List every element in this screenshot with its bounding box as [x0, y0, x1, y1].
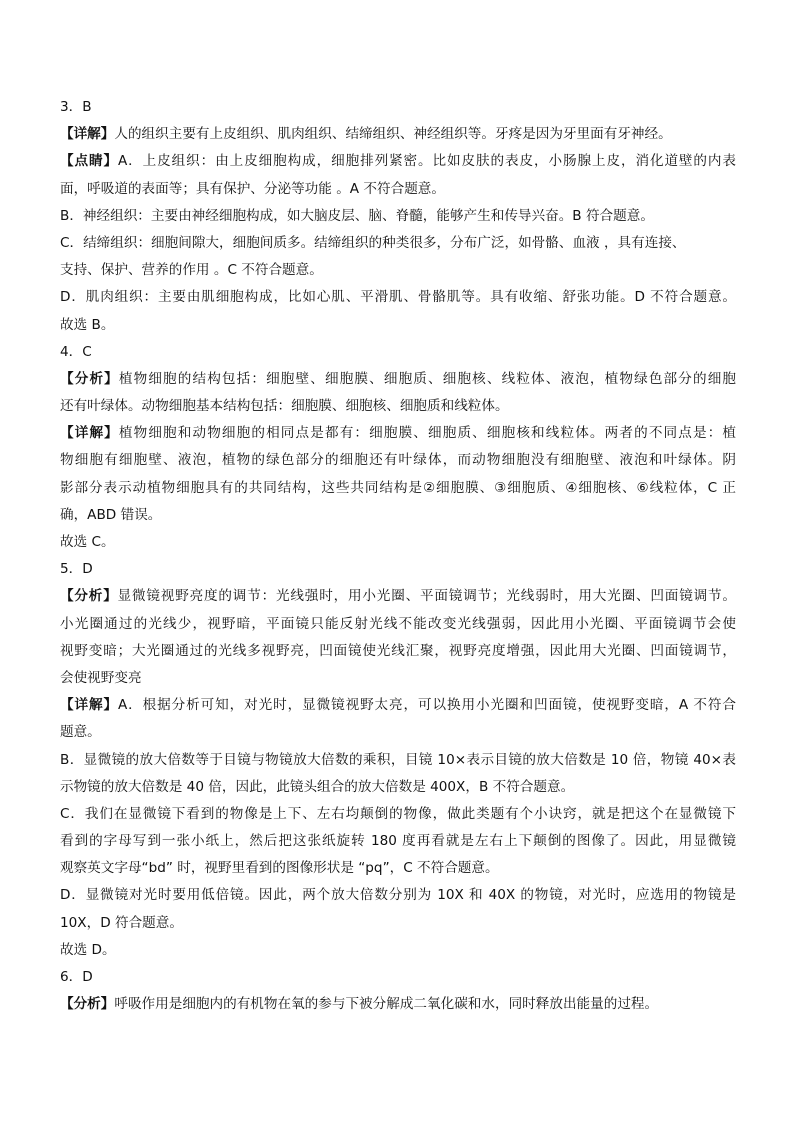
section-label: 【点睛】: [60, 153, 118, 170]
text-line: [60, 991, 736, 1018]
text-line: [60, 964, 736, 991]
text-line: [60, 747, 736, 774]
section-label: 【详解】: [60, 697, 118, 714]
line-text: 影部分表示动植物细胞具有的共同结构，这些共同结构是②细胞膜、③细胞质、④细胞核、⑥线粒体，C 正: [60, 479, 736, 496]
text-line: [60, 284, 736, 311]
line-text: 故选 B。: [60, 316, 115, 333]
line-text: 看到的字母写到一张小纸上，然后把这张纸旋转 180 度再看就是左右上下颠倒的图像了。因此，用显微镜: [60, 833, 736, 850]
section-label: 【分析】: [60, 996, 115, 1013]
line-text: 确，ABD 错误。: [60, 506, 162, 523]
line-text: D．显微镜对光时要用低倍镜。因此，两个放大倍数分别为 10X 和 40X 的物镜，对光时，应选用的物镜是: [60, 887, 736, 904]
line-text: 物细胞有细胞壁、液泡，植物的绿色部分的细胞还有叶绿体，而动物细胞没有细胞壁、液泡和叶绿体。阴: [60, 452, 736, 469]
text-line: [60, 420, 736, 447]
line-text: 呼吸作用是细胞内的有机物在氧的参与下被分解成二氧化碳和水，同时释放出能量的过程。: [114, 996, 659, 1013]
text-line: [60, 937, 736, 964]
text-line: [60, 719, 736, 746]
line-text: 人的组织主要有上皮组织、肌肉组织、结缔组织、神经组织等。牙疼是因为牙里面有牙神经。: [114, 126, 672, 143]
line-text: 面，呼吸道的表面等；具有保护、分泌等功能 。A 不符合题意。: [60, 180, 445, 197]
line-text: 示物镜的放大倍数是 40 倍，因此，此镜头组合的放大倍数是 400X，B 不符合题意。: [60, 778, 575, 795]
line-text: 显微镜视野亮度的调节：光线强时，用小光圈、平面镜调节；光线弱时，用大光圈、凹面镜调节。: [117, 588, 737, 605]
text-line: [60, 801, 736, 828]
section-label: 【分析】: [60, 588, 118, 605]
text-line: [60, 393, 736, 420]
section-label: 【详解】: [60, 425, 119, 442]
line-text: 视野变暗；大光圈通过的光线多视野亮，凹面镜使光线汇聚，视野亮度增强，因此用大光圈、凹面镜调节，: [60, 642, 736, 659]
text-line: [60, 638, 736, 665]
text-line: [60, 910, 736, 937]
text-line: [60, 339, 736, 366]
line-text: 10X，D 符合题意。: [60, 914, 183, 931]
line-text: B．神经组织：主要由神经细胞构成，如大脑皮层、脑、脊髓，能够产生和传导兴奋。B 符合题意。: [60, 207, 654, 224]
line-text: 植物细胞和动物细胞的相同点是都有：细胞膜、细胞质、细胞核和线粒体。两者的不同点是：植: [118, 425, 737, 442]
text-line: [60, 94, 736, 121]
text-line: [60, 121, 736, 148]
document-body: [60, 94, 736, 1018]
text-line: [60, 447, 736, 474]
line-text: D．肌肉组织：主要由肌细胞构成，比如心肌、平滑肌、骨骼肌等。具有收缩、舒张功能。D 不符合题意。: [60, 289, 736, 306]
text-line: [60, 774, 736, 801]
line-text: B．显微镜的放大倍数等于目镜与物镜放大倍数的乘积，目镜 10×表示目镜的放大倍数是 10 倍，物镜 40×表: [60, 751, 736, 768]
text-line: [60, 828, 736, 855]
text-line: [60, 665, 736, 692]
text-line: [60, 611, 736, 638]
line-text: 小光圈通过的光线少，视野暗，平面镜只能反射光线不能改变光线强弱，因此用小光圈、平面镜调节会使: [60, 615, 736, 632]
text-line: [60, 529, 736, 556]
line-text: 支持、保护、营养的作用 。C 不符合题意。: [60, 262, 323, 279]
text-line: [60, 502, 736, 529]
line-text: 故选 C。: [60, 534, 115, 550]
line-text: 6．D: [60, 969, 93, 985]
line-text: 会使视野变亮: [60, 669, 142, 686]
text-line: [60, 366, 736, 393]
line-text: 题意。: [60, 724, 101, 741]
text-line: [60, 312, 736, 339]
line-text: 还有叶绿体。动物细胞基本结构包括：细胞膜、细胞核、细胞质和线粒体。: [60, 398, 509, 415]
text-line: [60, 583, 736, 610]
line-text: 4．C: [60, 343, 92, 360]
line-text: A．根据分析可知，对光时，显微镜视野太亮，可以换用小光圈和凹面镜，使视野变暗，A 不符合: [117, 697, 737, 714]
text-line: [60, 230, 736, 257]
text-line: [60, 257, 736, 284]
line-text: 5．D: [60, 561, 93, 578]
section-label: 【详解】: [60, 126, 115, 143]
line-text: 3．B: [60, 99, 92, 115]
text-line: [60, 475, 736, 502]
line-text: C．结缔组织：细胞间隙大，细胞间质多。结缔组织的种类很多，分布广泛，如骨骼、血液 ，具有连接、: [60, 234, 686, 251]
text-line: [60, 692, 736, 719]
text-line: [60, 176, 736, 203]
line-text: 故选 D。: [60, 941, 116, 958]
line-text: A．上皮组织：由上皮细胞构成，细胞排列紧密。比如皮肤的表皮，小肠腺上皮，消化道壁的内表: [117, 153, 737, 170]
line-text: C．我们在显微镜下看到的物像是上下、左右均颠倒的物像，做此类题有个小诀窍，就是把这个在显微镜下: [60, 805, 736, 822]
section-label: 【分析】: [60, 370, 119, 387]
line-text: 植物细胞的结构包括：细胞壁、细胞膜、细胞质、细胞核、线粒体、液泡，植物绿色部分的细胞: [118, 370, 737, 387]
text-line: [60, 556, 736, 583]
text-line: [60, 148, 736, 175]
text-line: [60, 203, 736, 230]
text-line: [60, 855, 736, 882]
text-line: [60, 882, 736, 909]
line-text: 观察英文字母“bd” 时，视野里看到的图像形状是 “pq”，C 不符合题意。: [60, 860, 499, 877]
